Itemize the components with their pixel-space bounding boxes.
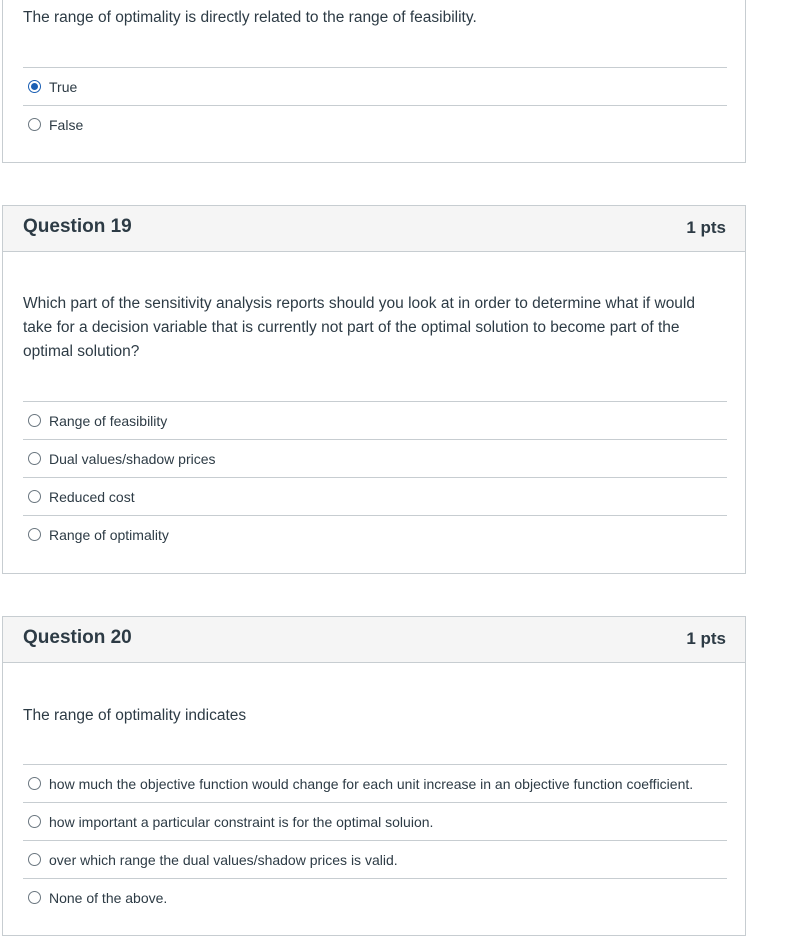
answer-dual-values[interactable] — [23, 439, 727, 477]
answer-true[interactable] — [23, 67, 727, 105]
answer-label: how important a particular constraint is for the optimal soluion. — [49, 813, 434, 830]
answer-objective-change[interactable] — [23, 764, 727, 802]
answer-none[interactable] — [23, 878, 727, 916]
radio-icon[interactable] — [28, 414, 41, 427]
question-header — [3, 206, 745, 252]
radio-icon[interactable] — [28, 853, 41, 866]
answer-constraint-importance[interactable] — [23, 802, 727, 840]
radio-icon[interactable] — [28, 777, 41, 790]
answer-label: over which range the dual values/shadow prices is valid. — [49, 851, 398, 868]
answer-label: Range of feasibility — [49, 412, 168, 429]
answer-false[interactable] — [23, 105, 727, 143]
answer-reduced-cost[interactable] — [23, 477, 727, 515]
answer-dual-range[interactable] — [23, 840, 727, 878]
answer-label: how much the objective function would change for each unit increase in an objective function coefficient. — [49, 775, 694, 792]
radio-icon[interactable] — [28, 118, 41, 131]
question-20-text: The range of optimality indicates — [23, 707, 247, 724]
question-19-answers — [23, 401, 727, 553]
question-20-card — [2, 616, 746, 936]
question-title: Question 20 — [23, 627, 132, 648]
answer-range-of-feasibility[interactable] — [23, 401, 727, 439]
question-19-card — [2, 205, 746, 574]
answer-label: False — [49, 116, 84, 133]
radio-icon[interactable] — [28, 891, 41, 904]
answer-label: None of the above. — [49, 889, 168, 906]
question-points: 1 pts — [686, 218, 726, 237]
question-18-answers — [23, 67, 727, 143]
question-points: 1 pts — [686, 629, 726, 648]
answer-label: True — [49, 78, 78, 95]
question-20-answers — [23, 764, 727, 916]
question-header — [3, 617, 745, 663]
answer-label: Dual values/shadow prices — [49, 450, 216, 467]
answer-label: Range of optimality — [49, 526, 169, 543]
radio-icon[interactable] — [28, 452, 41, 465]
radio-icon[interactable] — [28, 815, 41, 828]
question-18-card — [2, 0, 746, 163]
answer-range-of-optimality[interactable] — [23, 515, 727, 553]
answer-label: Reduced cost — [49, 488, 135, 505]
question-18-text: The range of optimality is directly related to the range of feasibility. — [23, 9, 477, 26]
radio-selected-icon[interactable] — [28, 80, 41, 93]
question-19-text: Which part of the sensitivity analysis reports should you look at in order to determine what if would take for a decision variable that is currently not part of the optimal solution to become part of the optimal solution? — [23, 295, 695, 360]
question-title: Question 19 — [23, 216, 132, 237]
radio-icon[interactable] — [28, 528, 41, 541]
radio-icon[interactable] — [28, 490, 41, 503]
